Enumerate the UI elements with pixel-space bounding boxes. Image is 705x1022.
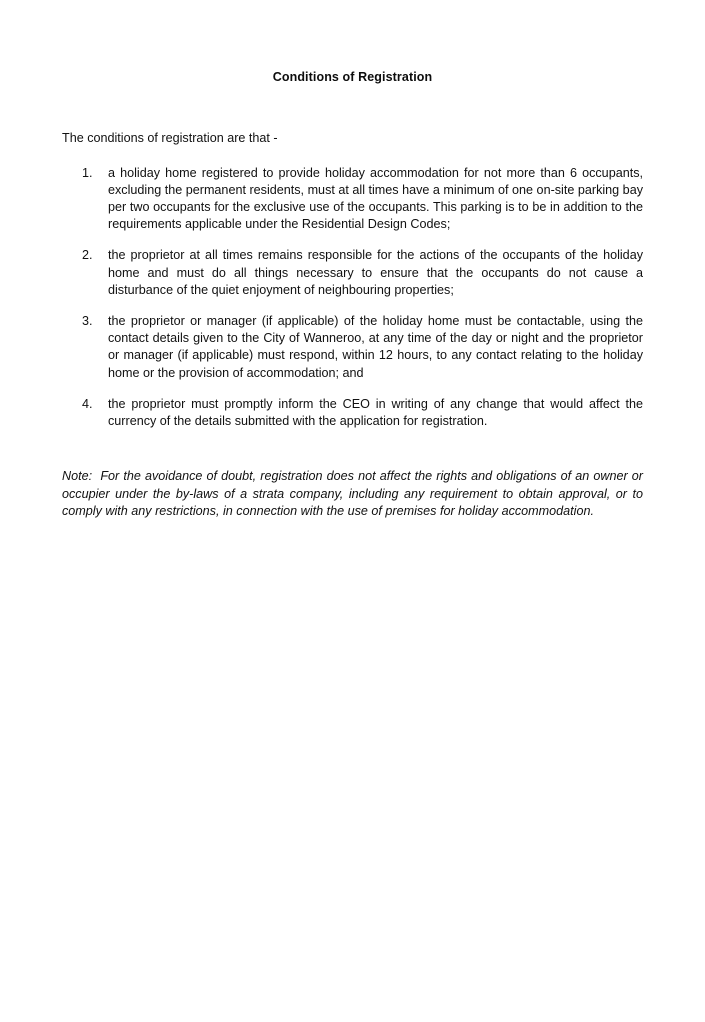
list-item	[62, 247, 643, 299]
note-label: Note:	[62, 469, 101, 484]
list-item	[62, 313, 643, 382]
list-item-text: the proprietor at all times remains responsible for the actions of the occupants of the holiday home and must do all things necessary to ensure that the occupants do not cause a disturbance of the quiet enjoyment of neighbouring properties;	[108, 248, 643, 297]
list-item-marker: 4.	[82, 396, 93, 411]
list-item-marker: 1.	[82, 165, 93, 180]
document-body	[62, 117, 643, 533]
list-item	[62, 165, 643, 234]
list-item	[62, 396, 643, 430]
note-paragraph	[62, 468, 643, 520]
list-item-marker: 2.	[82, 248, 93, 263]
list-item-text: the proprietor or manager (if applicable) of the holiday home must be contactable, using the contact details given to the City of Wanneroo, at any time of the day or night and the proprietor or manager (if applicable) must respond, within 12 hours, to any contact relating to the holiday home or the provision of accommodation; and	[108, 314, 643, 380]
list-item-text: the proprietor must promptly inform the CEO in writing of any change that would affect the currency of the details submitted with the application for registration.	[108, 396, 643, 429]
list-item-text: a holiday home registered to provide holiday accommodation for not more than 6 occupants, excluding the permanent residents, must at all times have a minimum of one on-site parking bay per two occupants for the exclusive use of the occupants. This parking is to be in addition to the requirements applicable under the Residential Design Codes;	[108, 165, 643, 232]
list-item-marker: 3.	[82, 314, 93, 329]
conditions-list	[62, 165, 643, 431]
intro-paragraph: The conditions of registration are that -	[62, 130, 278, 145]
page-title: Conditions of Registration	[272, 70, 433, 85]
note-text: For the avoidance of doubt, registration does not affect the rights and obligations of an owner or occupier under the by-laws of a strata company, including any requirement to obtain approval, or to comply with any restrictions, in connection with the use of premises for holiday accommodation.	[62, 469, 643, 519]
